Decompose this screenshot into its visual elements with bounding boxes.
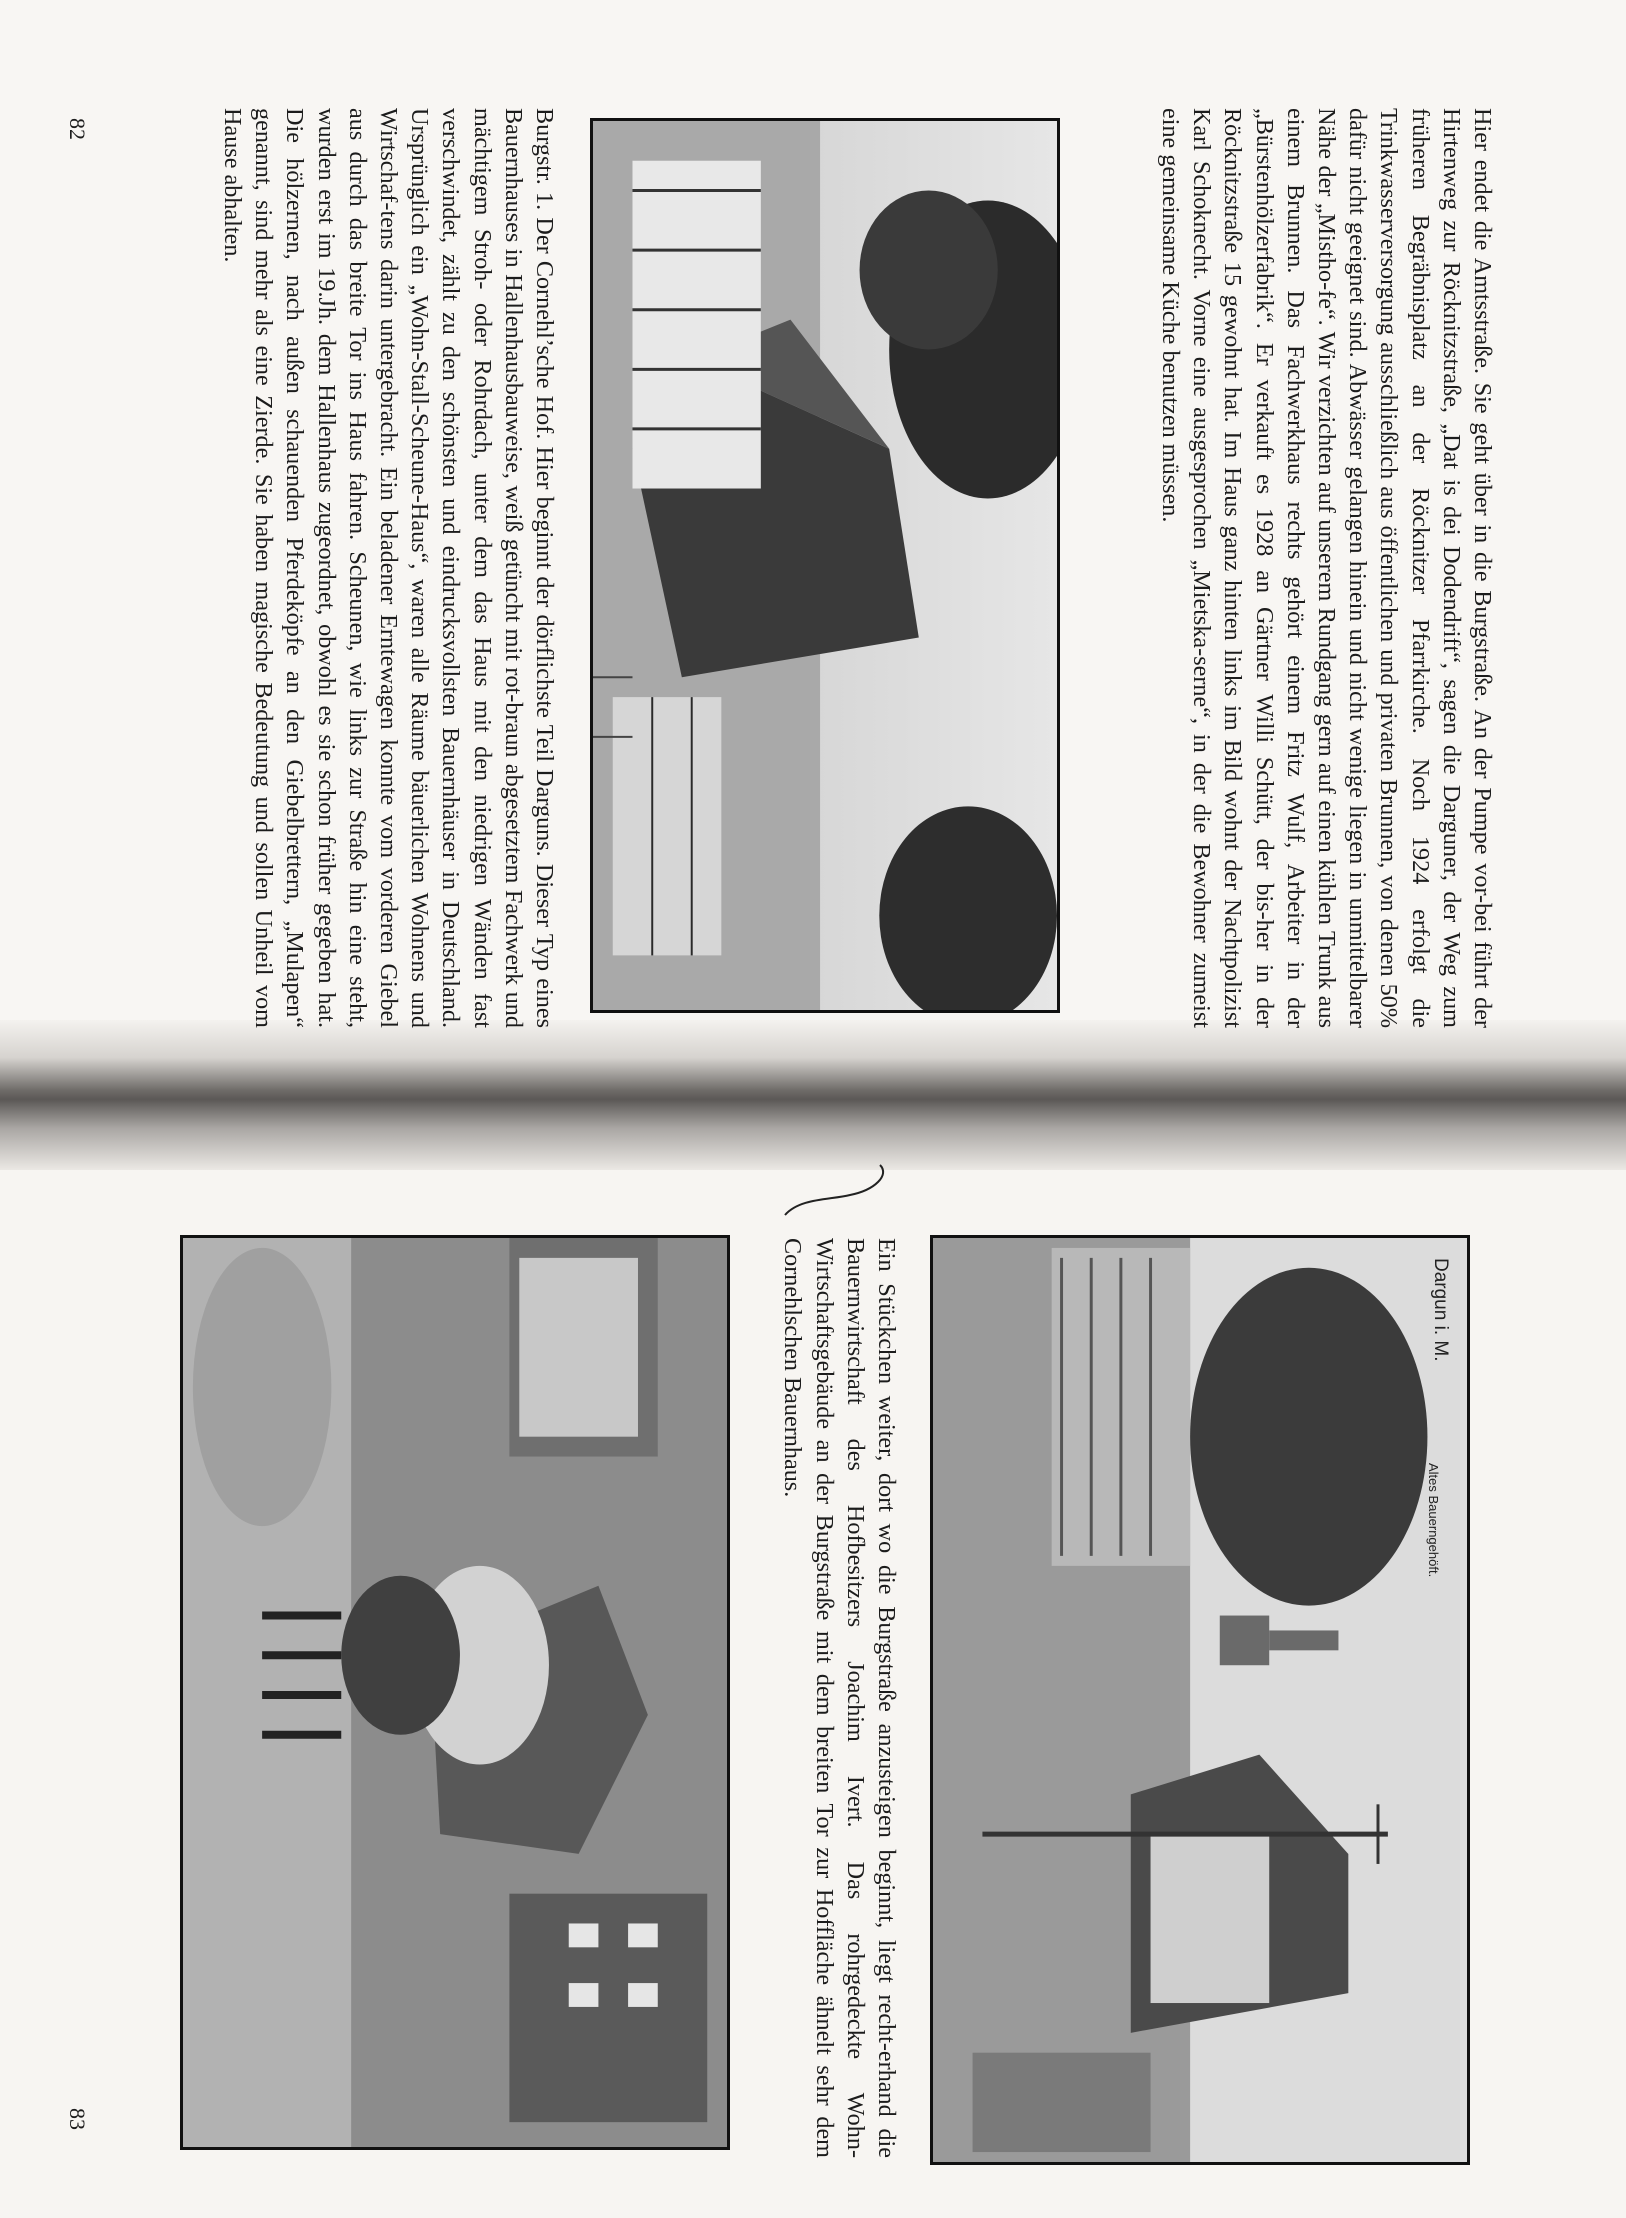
page-number-83-block [64,2108,90,2130]
photo-horse-cart [180,1235,730,2150]
postcard-title-label: Altes Bauerngehöft. [1426,1463,1441,1578]
photo-altes-bauerngehoeft [930,1235,1470,2165]
pen-mark-icon [780,1160,920,1230]
page-number: 83 [65,2108,90,2130]
paragraph-amtsstrasse: Hier endet die Amtsstraße. Sie geht über in die Burgstraße. An der Pumpe vor-bei führt der Hirtenweg zur Röcknitzstraße, „Dat is dei Dodendrift“, sagen die Darguner, der Weg zum früheren Begräbnisplatz an der Röcknitzer Pfarrkirche. Noch 1924 erfolgt die Trinkwasserversorgung ausschließlich aus öffentlichen und privaten Brunnen, von denen 50% dafür nicht geeignet sind. Abwässer gelangen hinein und nicht wenige liegen in unmittelbarer Nähe der „Mistho-fe“. Wir verzichten auf unserem Rundgang gern auf einen kühlen Trunk aus einem Brunnen. Das Fachwerkhaus rechts gehört einem Fritz Wulf, Arbeiter in der „Bürstenhölzerfabrik“. Er verkauft es 1928 an Gärtner Willi Schütt, der bis-her in der Röcknitzstraße 15 gewohnt hat. Im Haus ganz hinten links im Bild wohnt der Nachtpolizist Karl Schoknecht. Vorne eine ausgesprochen „Mietska-serne“, in der die Bewohner zumeist eine gemeinsame Küche benutzen müssen. [1156,108,1496,1028]
paragraph-bauernwirtschaft: Ein Stückchen weiter, dort wo die Burgstraße anzusteigen beginnt, liegt recht-erhand die Bauernwirtschaft des Hofbesitzers Joachim Ivert. Das rohrgedeckte Wohn- Wirtschaftsgebäude an der Burgstraße mit dem breiten Tor zur Hoffläche ähnelt sehr dem Cornehlschen Bauernhaus. [779,1238,900,2158]
paragraph-amtsstrasse-block [1155,108,1498,1028]
paragraph-burgstrasse: Burgstr. 1. Der Cornehl’sche Hof. Hier beginnt der dörflichste Teil Darguns. Dieser Typ eines Bauernhauses in Hallenhausbauweise, weiß getüncht mit rot-braun abgesetztem Fachwerk und mächtigem Stroh- oder Rohrdach, unter dem das Haus mit den niedrigen Wänden fast verschwindet, zählt zu den schönsten und eindrucksvollsten Bauernhäuser in Deutschland. Ursprünglich ein „Wohn-Stall-Scheune-Haus“, waren alle Räume bäuerlichen Wohnens und Wirtschaf-tens darin untergebracht. Ein beladener Erntewagen konnte vom vorderen Giebel aus durch das breite Tor ins Haus fahren. Scheunen, wie links zur Straße hin eine steht, wurden erst im 19.Jh. dem Hallenhaus zugeordnet, obwohl es sie schon früher gegeben hat. Die hölzernen, nach außen schauenden Pferdeköpfe an den Giebelbrettern, „Mulapen“ genannt, sind mehr als eine Zierde. Sie haben magische Bedeutung und sollen Unheil vom Hause abhalten. [218,108,558,1028]
photo-burgstrasse-houses [590,118,1060,1013]
postcard-place-label: Dargun i. M. [1430,1258,1451,1362]
paragraph-burgstrasse-block [217,108,560,1028]
book-gutter [0,1020,1626,1170]
page-number: 82 [65,118,90,140]
paragraph-bauernwirtschaft-block [777,1238,902,2158]
page-number-82-block [64,118,90,140]
postcard-image [933,1238,1467,2162]
horse-cart-image [183,1238,727,2147]
photo-burgstrasse-image [593,121,1057,1010]
